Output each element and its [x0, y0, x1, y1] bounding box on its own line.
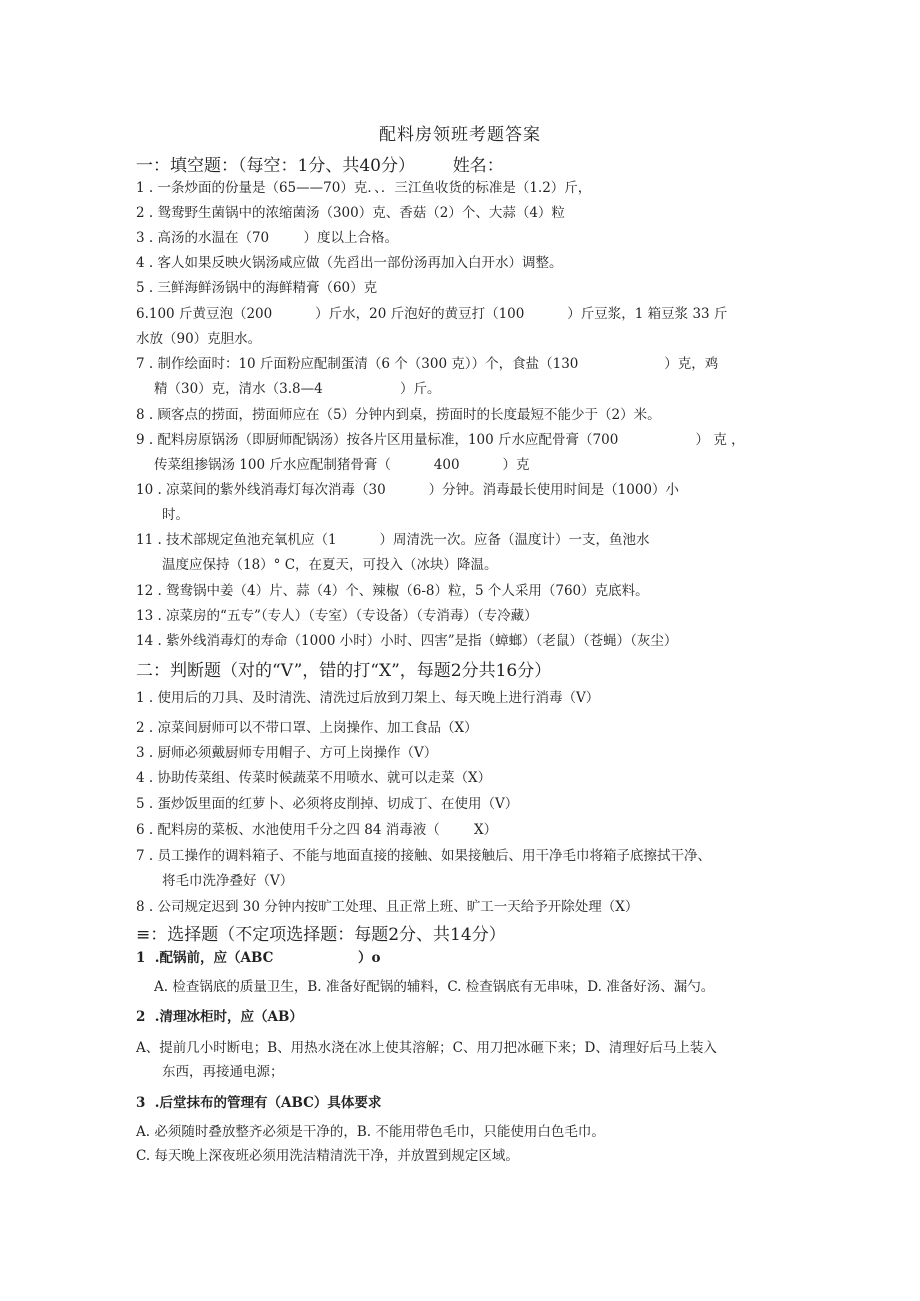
section1-heading-text: 一：填空题：（每空：1分、共40分）	[136, 156, 415, 176]
s2-line-7b: 将毛巾洗净叠好（V）	[162, 873, 294, 889]
s2-line-2: 2 . 凉菜间厨师可以不带口罩、上岗操作、加工食品（X）	[136, 720, 478, 736]
s2-line-8: 8 . 公司规定迟到 30 分钟内按旷工处理、且正常上班、旷工一天给予开除处理（X）	[136, 899, 639, 915]
s1-line-7: 7 . 制作绘面时：10 斤面粉应配制蛋清（6 个（300 克））个，食盐（130 ）克，鸡	[136, 356, 719, 372]
s1-line-3: 3 . 高汤的水温在（70 ）度以上合格。	[136, 230, 398, 246]
s1-line-9b: 传菜组掺锅汤 100 斤水应配制猪骨膏（ 400 ）克	[154, 457, 530, 473]
s3-q3-options: A. 必须随时叠放整齐必须是干净的，B. 不能用带色毛巾，只能使用白色毛巾。	[136, 1124, 605, 1140]
section3-heading: ≡：选择题（不定项选择题：每题2分、共14分）	[136, 925, 506, 945]
s1-line-2: 2 . 鸳鸯野生菌锅中的浓缩菌汤（300）克、香菇（2）个、大蒜（4）粒	[136, 205, 565, 221]
s1-line-8: 8 . 顾客点的捞面，捞面师应在（5）分钟内到桌，捞面时的长度最短不能少于（2）米。	[136, 407, 661, 423]
s3-q3-options-b: C. 每天晚上深夜班必须用洗洁精清洗干净，并放置到规定区域。	[136, 1148, 519, 1164]
s3-q1-options: A. 检查锅底的质量卫生，B. 准备好配锅的辅料，C. 检查锅底有无串味，D. 准备好汤、漏勺。	[154, 979, 715, 995]
section1-heading	[136, 151, 504, 176]
document-title: 配料房领班考题答案	[379, 125, 541, 145]
s1-line-4: 4 . 客人如果反映火锅汤咸应做（先舀出一部份汤再加入白开水）调整。	[136, 255, 563, 271]
s3-q2-options-b: 东西，再接通电源；	[162, 1064, 284, 1080]
s3-question-2: 2 .清理冰柜时，应（AB）	[136, 1009, 303, 1025]
s1-line-6: 6.100 斤黄豆泡（200 ）斤水，20 斤泡好的黄豆打（100 ）斤豆浆，1 箱豆浆 33 斤	[136, 306, 728, 322]
s2-line-3: 3 . 厨师必须戴厨师专用帽子、方可上岗操作（V）	[136, 745, 438, 761]
s1-line-1: 1 . 一条炒面的份量是（65——70）克．、．三江鱼收货的标准是（1.2）斤，	[136, 180, 592, 196]
s1-line-10b: 时。	[162, 507, 189, 523]
s1-line-6b: 水放（90）克胆水。	[136, 331, 262, 347]
section2-heading: 二：判断题（对的“V”，错的打“X”，每题2分共16分）	[136, 661, 552, 681]
s3-question-1: 1 .配锅前，应（ABC ）o	[136, 950, 381, 966]
s1-line-7b: 精（30）克，清水（3.8—4 ）斤。	[154, 381, 441, 397]
s1-line-13: 13 . 凉菜房的“五专”（专人）（专室）（专设备）（专消毒）（专冷藏）	[136, 608, 538, 624]
s2-line-4: 4 . 协助传菜组、传菜时候蔬菜不用喷水、就可以走菜（X）	[136, 770, 492, 786]
s3-question-3: 3 .后堂抹布的管理有（ABC）具体要求	[136, 1095, 382, 1111]
s1-line-12: 12 . 鸳鸯锅中姜（4）片、蒜（4）个、辣椒（6-8）粒，5 个人采用（760）克底料。	[136, 583, 649, 599]
name-label: 姓名：	[452, 156, 504, 176]
s3-q2-options: A、提前几小时断电；B、用热水浇在冰上使其溶解；C、用刀把冰砸下来；D、清理好后马上装入	[136, 1040, 717, 1056]
s2-line-6: 6 . 配料房的菜板、水池使用千分之四 84 消毒液（ X）	[136, 822, 498, 838]
s2-line-1: 1 . 使用后的刀具、及时清洗、清洗过后放到刀架上、每天晚上进行消毒（V）	[136, 690, 600, 706]
s2-line-7: 7 . 员工操作的调料箱子、不能与地面直接的接触、如果接触后、用干净毛巾将箱子底擦拭干净、	[136, 848, 711, 864]
s1-line-14: 14 . 紫外线消毒灯的寿命（1000 小时）小时、四害”是指（蟑螂）（老鼠）（苍蝇）（灰尘）	[136, 633, 678, 649]
s1-line-11: 11 . 技术部规定鱼池充氧机应（1 ）周清洗一次。应备（温度计）一支，鱼池水	[136, 532, 650, 548]
s2-line-5: 5 . 蛋炒饭里面的红萝卜、必须将皮削掉、切成丁、在使用（V）	[136, 796, 519, 812]
s1-line-11b: 温度应保持（18）° C，在夏天，可投入（冰块）降温。	[162, 557, 498, 573]
s1-line-9: 9 . 配料房原锅汤（即厨师配锅汤）按各片区用量标准，100 斤水应配骨膏（700 ） 克 ，	[136, 432, 745, 448]
s1-line-10: 10 . 凉菜间的紫外线消毒灯每次消毒（30 ）分钟。消毒最长使用时间是（1000）小	[136, 482, 679, 498]
s1-line-5: 5 . 三鲜海鲜汤锅中的海鲜精膏（60）克	[136, 280, 378, 296]
